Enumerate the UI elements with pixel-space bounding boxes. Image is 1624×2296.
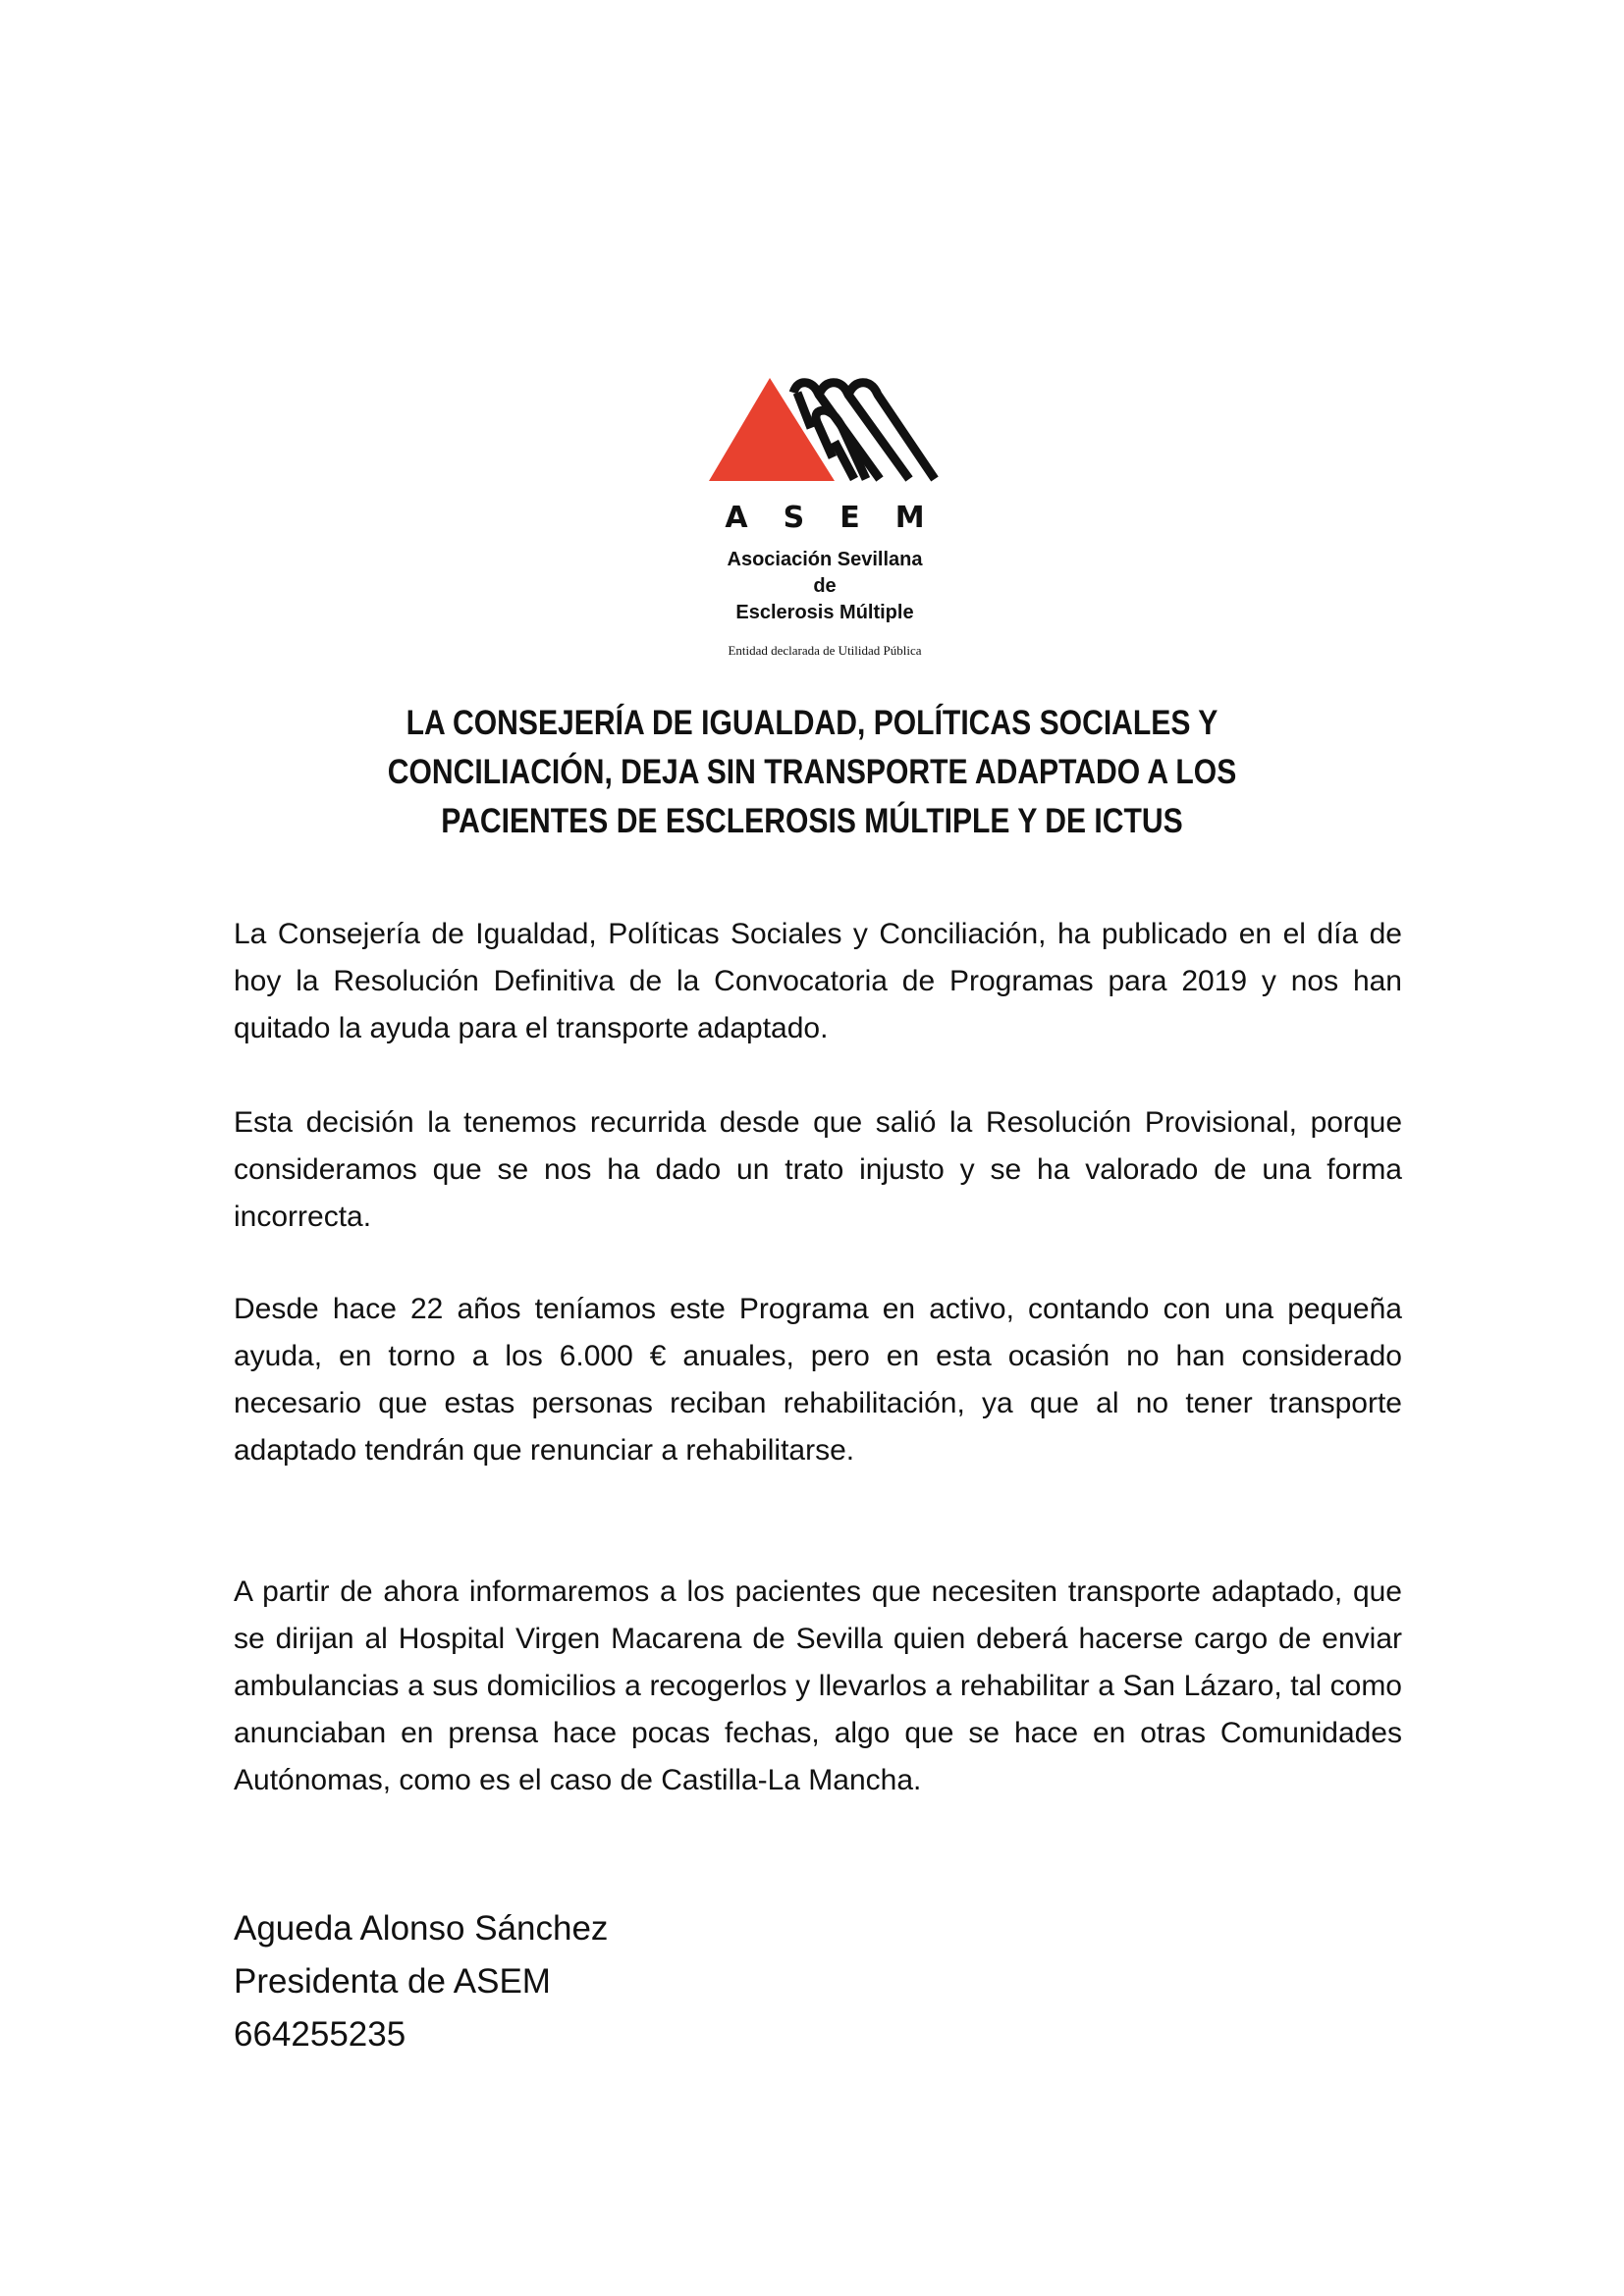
paragraph-text: Desde hace 22 años teníamos este Programa en activo, contando con una pequeña ayuda, en torno a los 6.000 € anuales, pero en esta ocasión no han considerado necesario que estas personas reciban rehabilitación, ya que al no tener transporte adaptado tendrán que renunciar a rehabilitarse. <box>234 1293 1402 1467</box>
logo-name-line: Esclerosis Múltiple <box>735 602 914 623</box>
logo-name-line: de <box>813 575 837 597</box>
logo-acronym: ASEM <box>725 501 960 535</box>
logo-name <box>687 547 962 626</box>
paragraph-text: La Consejería de Igualdad, Políticas Sociales y Conciliación, ha publicado en el día de hoy la Resolución Definitiva de la Convocatoria de Programas para 2019 y nos han quitado la ayuda para el transporte adaptado. <box>234 918 1402 1044</box>
logo-tagline: Entidad declarada de Utilidad Pública <box>728 643 922 658</box>
body-paragraph-2 <box>234 1099 1402 1241</box>
press-release-headline <box>316 699 1308 846</box>
asem-logo <box>687 363 962 677</box>
signatory-role: Presidenta de ASEM <box>234 1962 551 2001</box>
paragraph-text: Esta decisión la tenemos recurrida desde que salió la Resolución Provisional, porque consideramos que se nos ha dado un trato injusto y se ha valorado de una forma incorrecta. <box>234 1106 1402 1233</box>
headline-line: PACIENTES DE ESCLEROSIS MÚLTIPLE Y DE ICTUS <box>441 802 1183 840</box>
signature-block <box>234 1902 608 2061</box>
contact-phone: 664255235 <box>234 2015 406 2054</box>
body-paragraph-1 <box>234 911 1402 1052</box>
headline-line: LA CONSEJERÍA DE IGUALDAD, POLÍTICAS SOCIALES Y <box>406 704 1218 742</box>
body-paragraph-3 <box>234 1286 1402 1474</box>
paragraph-text: A partir de ahora informaremos a los pacientes que necesiten transporte adaptado, que se dirijan al Hospital Virgen Macarena de Sevilla quien deberá hacerse cargo de enviar ambulancias a sus domicilios a recogerlos y llevarlos a rehabilitar a San Lázaro, tal como anunciaban en prensa hace pocas fechas, algo que se hace en otras Comunidades Autónomas, como es el caso de Castilla-La Mancha. <box>234 1575 1402 1796</box>
signatory-name: Agueda Alonso Sánchez <box>234 1909 609 1948</box>
headline-line: CONCILIACIÓN, DEJA SIN TRANSPORTE ADAPTADO A LOS <box>387 753 1237 791</box>
logo-name-line: Asociación Sevillana <box>727 549 923 570</box>
asem-logo-icon <box>687 363 962 501</box>
body-paragraph-4 <box>234 1569 1402 1804</box>
